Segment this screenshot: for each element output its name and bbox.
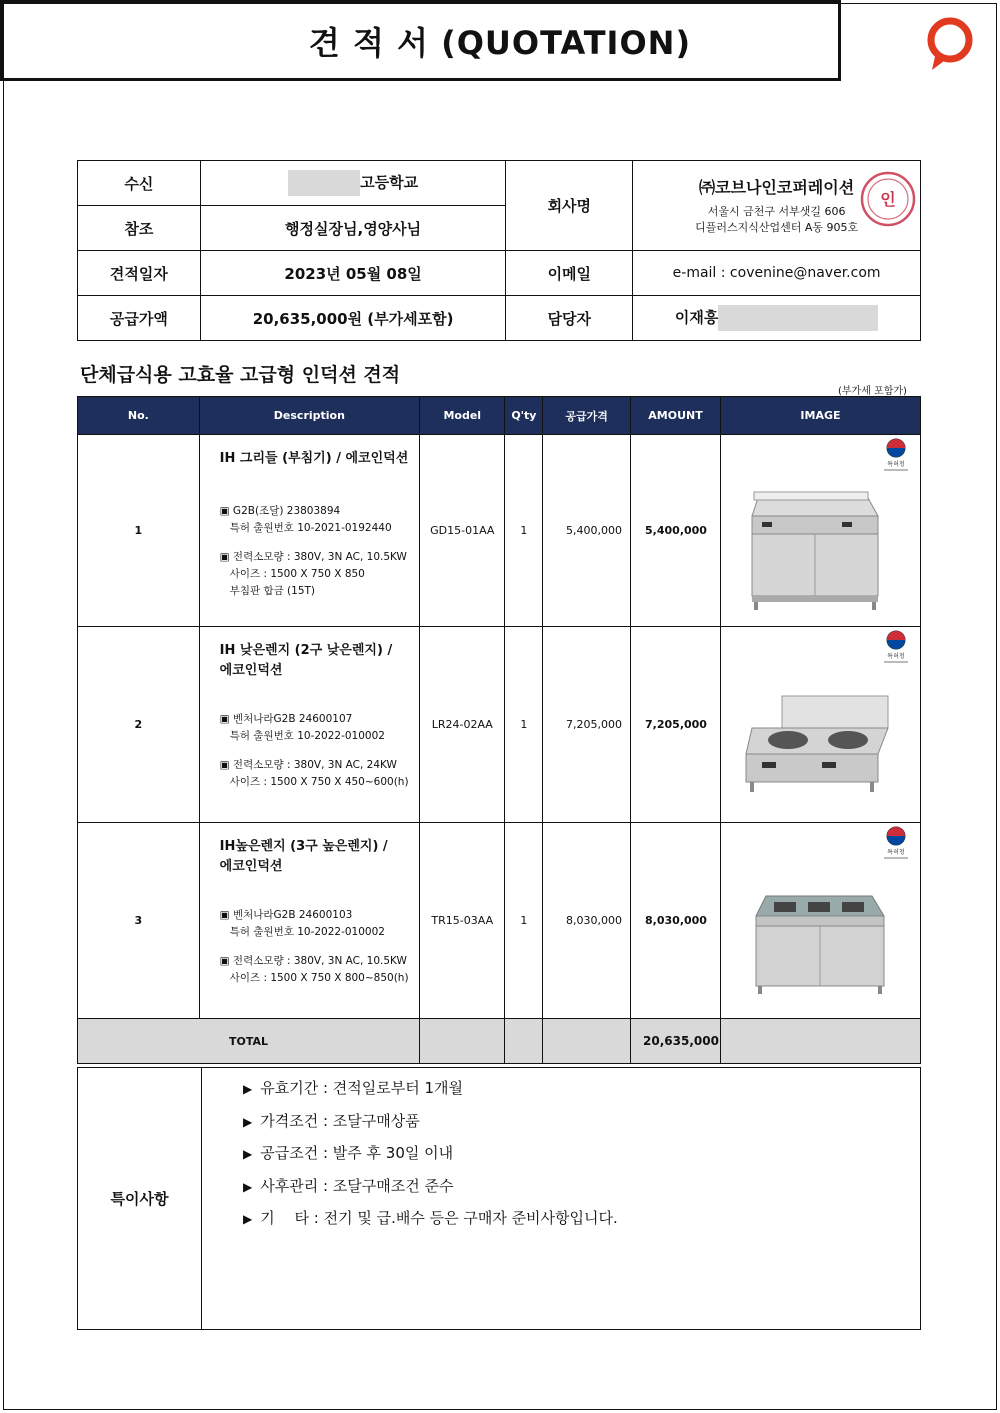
item-amount: 7,205,000 — [631, 627, 721, 823]
recipient-text: 고등학교 — [360, 173, 419, 192]
section-title: 단체급식용 고효율 고급형 인덕션 견적 — [80, 364, 401, 386]
date-value: 2023년 05월 08일 — [200, 251, 506, 296]
item-line: 특허 출원번호 10-2022-010002 — [229, 926, 385, 938]
item-line: 특허 출원번호 10-2022-010002 — [229, 730, 385, 742]
notes-list — [243, 1072, 618, 1235]
note-text: 유효기간 : 견적일로부터 1개월 — [260, 1079, 464, 1097]
col-qty: Q'ty — [505, 397, 543, 435]
product-table — [77, 396, 921, 1064]
manager-label: 담당자 — [506, 296, 633, 341]
total-empty — [543, 1019, 631, 1064]
note-text: 기 타 : 전기 및 급.배수 등은 구매자 준비사항입니다. — [260, 1209, 618, 1227]
reference-label: 참조 — [78, 206, 201, 251]
company-cell — [633, 161, 921, 251]
redacted-block — [718, 305, 878, 331]
item-title-2: 에코인덕션 — [219, 859, 283, 874]
high-range-image — [722, 824, 919, 1014]
note-item — [243, 1072, 618, 1105]
company-label: 회사명 — [506, 161, 633, 251]
vat-note: (부가세 포함가) — [838, 386, 907, 397]
document-title: 견 적 서 (QUOTATION) — [308, 24, 692, 62]
total-empty — [420, 1019, 505, 1064]
redacted-block — [288, 170, 360, 196]
brand-logo-icon — [922, 14, 978, 74]
note-text: 가격조건 : 조달구매상품 — [260, 1111, 420, 1130]
item-line: ▣ 전력소모량 : 380V, 3N AC, 10.5KW — [219, 551, 407, 563]
table-row — [78, 435, 921, 627]
item-line: ▣ 전력소모량 : 380V, 3N AC, 10.5KW — [219, 955, 407, 967]
triangle-bullet-icon: ▶ — [243, 1179, 253, 1194]
item-image-cell — [720, 627, 920, 823]
item-description — [199, 823, 419, 1019]
item-line: 특허 출원번호 10-2021-0192440 — [229, 522, 392, 534]
col-no: No. — [78, 397, 200, 435]
item-line: ▣ 벤처나라G2B 24600107 — [219, 713, 353, 725]
table-row — [78, 823, 921, 1019]
item-price: 5,400,000 — [543, 435, 631, 627]
note-text: 사후관리 : 조달구매조건 준수 — [260, 1176, 454, 1195]
total-empty — [505, 1019, 543, 1064]
title-box — [0, 0, 841, 81]
item-amount: 8,030,000 — [631, 823, 721, 1019]
item-no: 1 — [78, 435, 200, 627]
note-item — [243, 1105, 618, 1138]
item-line: ▣ G2B(조달) 23803894 — [219, 505, 341, 517]
col-model: Model — [420, 397, 505, 435]
notes-box — [77, 1067, 921, 1330]
triangle-bullet-icon: ▶ — [243, 1147, 253, 1161]
table-row — [78, 627, 921, 823]
col-image: IMAGE — [720, 397, 920, 435]
company-name: ㈜코브나인코퍼레이션 — [699, 178, 855, 197]
item-line: ▣ 전력소모량 : 380V, 3N AC, 24KW — [219, 759, 397, 771]
supply-value: 20,635,000원 (부가세포함) — [200, 296, 506, 341]
reference-value: 행정실장님,영양사님 — [200, 206, 506, 251]
table-header-row — [78, 397, 921, 435]
item-qty: 1 — [505, 435, 543, 627]
notes-label: 특이사항 — [78, 1068, 202, 1329]
note-item — [243, 1137, 618, 1170]
item-amount: 5,400,000 — [631, 435, 721, 627]
manager-value — [633, 296, 921, 341]
item-price: 8,030,000 — [543, 823, 631, 1019]
note-item — [243, 1170, 618, 1203]
item-line: 부침판 합금 (15T) — [229, 585, 316, 597]
item-model: LR24-02AA — [420, 627, 505, 823]
patent-office-badge-icon — [884, 827, 908, 859]
item-title: IH 낮은렌지 (2구 낮은렌지) / — [219, 643, 393, 658]
total-amount: 20,635,000 — [631, 1019, 721, 1064]
item-description — [199, 627, 419, 823]
item-no: 2 — [78, 627, 200, 823]
patent-office-badge-icon — [884, 439, 908, 471]
item-description — [199, 435, 419, 627]
total-empty — [720, 1019, 920, 1064]
supply-label: 공급가액 — [78, 296, 201, 341]
total-row — [78, 1019, 921, 1064]
company-address-2: 디플러스지식산업센터 A동 905호 — [695, 221, 859, 234]
item-title: IH높은렌지 (3구 높은렌지) / — [219, 839, 388, 854]
item-title-2: 에코인덕션 — [219, 663, 283, 678]
col-price: 공급가격 — [543, 397, 631, 435]
item-price: 7,205,000 — [543, 627, 631, 823]
patent-office-badge-icon — [884, 631, 908, 663]
item-line: 사이즈 : 1500 X 750 X 450~600(h) — [229, 776, 409, 788]
info-table — [77, 160, 921, 341]
triangle-bullet-icon: ▶ — [243, 1114, 253, 1129]
item-model: GD15-01AA — [420, 435, 505, 627]
item-image-cell — [720, 435, 920, 627]
item-qty: 1 — [505, 627, 543, 823]
item-line: 사이즈 : 1500 X 750 X 800~850(h) — [229, 972, 409, 984]
total-label: TOTAL — [78, 1019, 420, 1064]
seal-text: 인 — [880, 190, 896, 209]
item-model: TR15-03AA — [420, 823, 505, 1019]
item-line: ▣ 벤처나라G2B 24600103 — [219, 909, 353, 921]
date-label: 견적일자 — [78, 251, 201, 296]
col-description: Description — [199, 397, 419, 435]
recipient-label: 수신 — [78, 161, 201, 206]
col-amount: AMOUNT — [631, 397, 721, 435]
triangle-bullet-icon: ▶ — [243, 1082, 253, 1096]
svg-text:특허청: 특허청 — [887, 461, 905, 468]
email-value: e-mail : covenine@naver.com — [633, 251, 921, 296]
recipient-value — [200, 161, 506, 206]
griddle-image — [722, 436, 919, 622]
item-no: 3 — [78, 823, 200, 1019]
note-item — [243, 1202, 618, 1235]
triangle-bullet-icon: ▶ — [243, 1212, 253, 1226]
low-range-image — [722, 628, 919, 818]
company-address-1: 서울시 금천구 서부샛길 606 — [707, 205, 846, 218]
item-title: IH 그리들 (부침기) / 에코인덕션 — [219, 451, 409, 466]
email-label: 이메일 — [506, 251, 633, 296]
manager-name: 이재흥 — [674, 308, 719, 327]
note-text: 공급조건 : 발주 후 30일 이내 — [260, 1144, 454, 1162]
item-image-cell — [720, 823, 920, 1019]
svg-text:특허청: 특허청 — [887, 849, 905, 856]
item-line: 사이즈 : 1500 X 750 X 850 — [229, 568, 365, 580]
svg-text:특허청: 특허청 — [887, 653, 905, 660]
company-seal-icon — [859, 167, 917, 231]
item-qty: 1 — [505, 823, 543, 1019]
